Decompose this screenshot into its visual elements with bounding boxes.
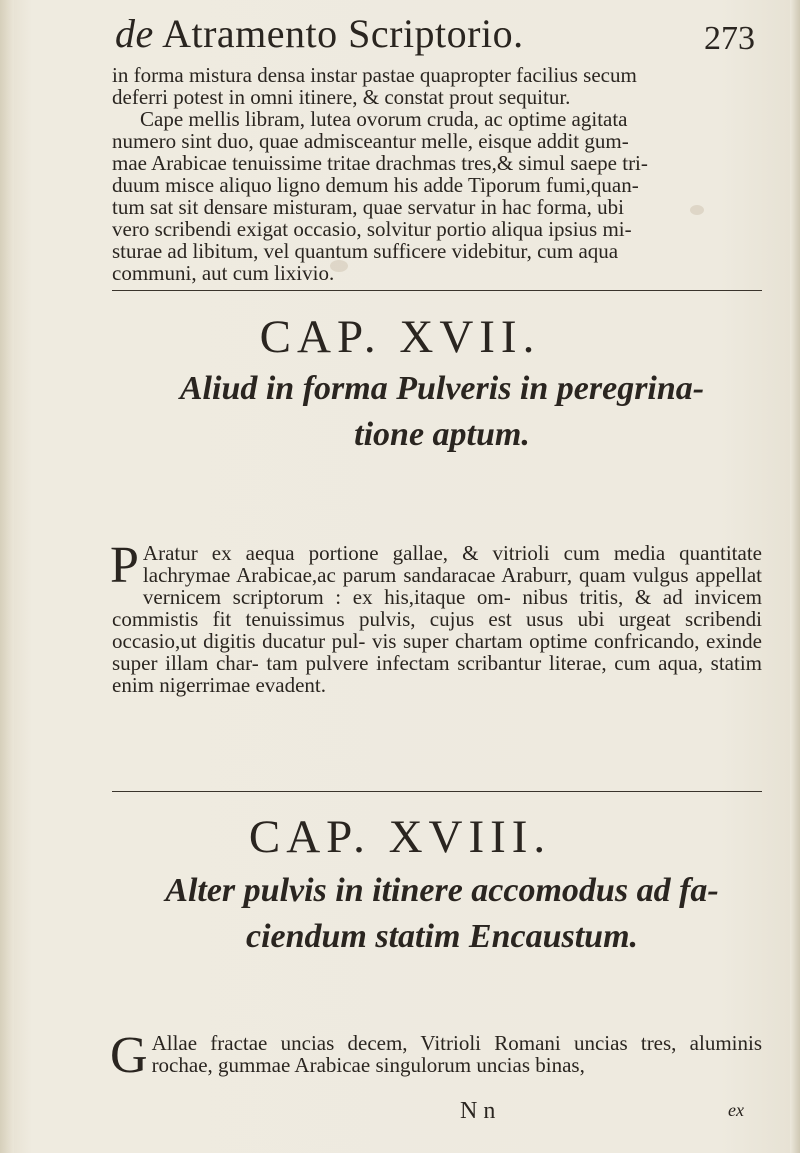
drop-cap: G	[110, 1027, 148, 1084]
running-title-rest: Atramento Scriptorio.	[162, 11, 524, 56]
chapter-subtitle-line: Aliud in forma Pulveris in peregrina-	[179, 370, 705, 407]
chapter-subtitle-line: tione aptum.	[354, 416, 530, 453]
page-edge-shadow	[790, 0, 800, 1153]
chapter-body	[110, 1027, 762, 1084]
text-line: vero scribendi exigat occasio, solvitur portio aliqua ipsius mi-	[112, 217, 632, 241]
chapter-body	[110, 537, 762, 697]
catchword: ex	[728, 1100, 744, 1120]
text-line: deferri potest in omni itinere, & constat prout sequitur.	[112, 85, 571, 109]
text-line: sturae ad libitum, vel quantum sufficere videbitur, cum aqua	[112, 239, 619, 263]
chapter-heading: CAP. XVIII.	[248, 811, 552, 863]
page-number: 273	[704, 20, 755, 57]
chapter-subtitle	[112, 366, 772, 458]
text-line: numero sint duo, quae admisceantur melle, eisque addit gum-	[112, 129, 629, 153]
running-title	[115, 10, 524, 57]
section-divider	[112, 791, 762, 792]
chapter-heading: CAP. XVII.	[259, 311, 541, 363]
text-line: Cape mellis libram, lutea ovorum cruda, ac optime agitata	[140, 107, 628, 131]
text-line: tum sat sit densare misturam, quae servatur in hac forma, ubi	[112, 195, 625, 219]
text-line: communi, aut cum lixivio.	[112, 261, 335, 285]
chapter-body-text: Aratur ex aequa portione gallae, & vitrioli cum media quantitate lachrymae Arabicae,ac parum sandaracae Araburr, quam vulgus appellat vernicem scriptorum : ex his,itaque om- nibus tritis, & ad invicem commistis fit tenuissimus pulvis, cujus est usus ubi urgeat scribendi occasio,ut digitis ducatur pul- vis super chartam optime confricando, exinde super illam char- tam pulvere infectam scribantur literae, cum aqua, statim enim nigerrimae evadent.	[112, 541, 762, 697]
chapter-subtitle-line: ciendum statim Encaustum.	[245, 918, 639, 955]
chapter-subtitle-line: Alter pulvis in itinere accomodus ad fa-	[165, 872, 719, 909]
page-gutter-shadow	[0, 0, 14, 1153]
drop-cap: P	[110, 537, 139, 594]
text-line: duum misce aliquo ligno demum his adde Tiporum fumi,quan-	[112, 173, 639, 197]
running-head	[115, 10, 755, 70]
text-line: mae Arabicae tenuissime tritae drachmas tres,& simul saepe tri-	[112, 151, 648, 175]
paragraph-top	[112, 64, 762, 284]
signature-mark: N n	[460, 1098, 496, 1124]
chapter-body-text: Allae fractae uncias decem, Vitrioli Romani uncias tres, aluminis rochae, gummae Arabicae singulorum uncias binas,	[151, 1031, 762, 1077]
text-line: in forma mistura densa instar pastae quapropter facilius secum	[112, 63, 637, 87]
running-title-de: de	[115, 11, 154, 56]
section-divider	[112, 290, 762, 291]
chapter-subtitle	[112, 868, 772, 960]
